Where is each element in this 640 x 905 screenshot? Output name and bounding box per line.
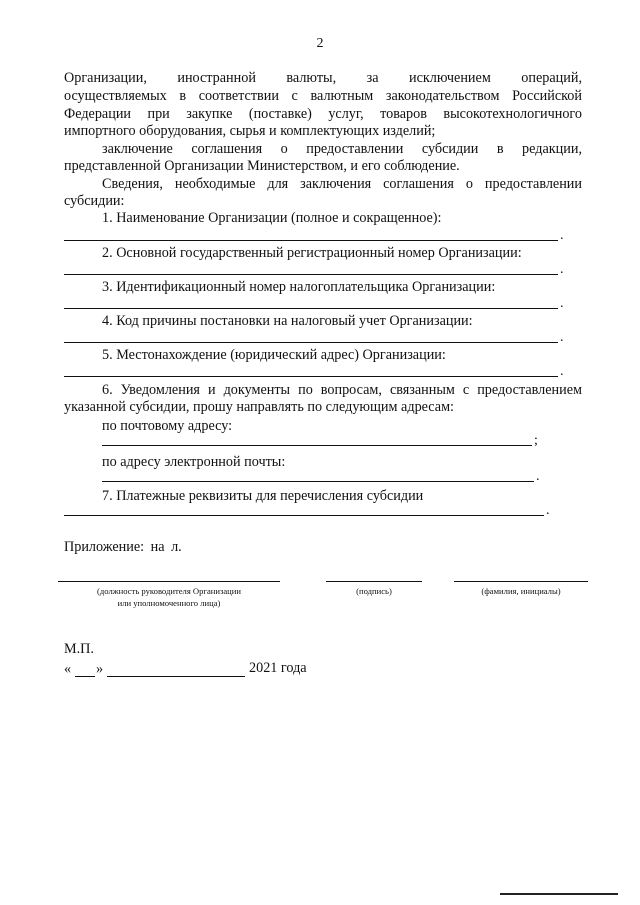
- line-end-dot: .: [546, 503, 550, 518]
- form-item-label: 5. Местонахождение (юридический адрес) Организации:: [102, 347, 446, 363]
- line-end-semicolon: ;: [534, 433, 538, 448]
- seal-mark: М.П.: [64, 641, 94, 657]
- date-day-line: [75, 676, 95, 677]
- postal-address-line: [102, 445, 532, 446]
- fill-in-line: [64, 515, 544, 516]
- form-item-label: 7. Платежные реквизиты для перечисления субсидии: [102, 488, 424, 504]
- paragraph-line: представленной Организации Министерством, и его соблюдение.: [64, 158, 460, 174]
- fill-in-line: [64, 376, 558, 377]
- paragraph-line: заключение соглашения о предоставлении субсидии в редакции,: [102, 141, 582, 157]
- email-address-line: [102, 481, 534, 482]
- form-item-label: 3. Идентификационный номер налогоплательщика Организации:: [102, 279, 496, 295]
- paragraph-line: импортного оборудования, сырья и комплектующих изделий;: [64, 123, 436, 139]
- fill-in-line: [64, 308, 558, 309]
- position-caption: (должность руководителя Организации: [97, 586, 241, 596]
- form-item-label: 2. Основной государственный регистрационный номер Организации:: [102, 245, 522, 261]
- postal-address-label: по почтовому адресу:: [102, 418, 233, 434]
- attachment-note: Приложение: на л.: [64, 539, 182, 555]
- line-end-dot: .: [560, 330, 564, 345]
- form-item-label: 6. Уведомления и документы по вопросам, связанным с предоставлением: [102, 382, 582, 398]
- date-month-line: [107, 676, 245, 677]
- signature-line: [326, 581, 422, 582]
- signature-caption: (подпись): [356, 586, 392, 596]
- paragraph-line: осуществляемых в соответствии с валютным законодательством Российской: [64, 88, 582, 104]
- email-address-label: по адресу электронной почты:: [102, 454, 286, 470]
- fill-in-line: [64, 274, 558, 275]
- form-item-label: 4. Код причины постановки на налоговый учет Организации:: [102, 313, 473, 329]
- line-end-dot: .: [560, 228, 564, 243]
- paragraph-line: Сведения, необходимые для заключения соглашения о предоставлении: [102, 176, 582, 192]
- paragraph-line: субсидии:: [64, 193, 125, 209]
- paragraph-line: Организации, иностранной валюты, за исключением операций,: [64, 70, 582, 86]
- date-open-quote: «: [64, 661, 72, 677]
- line-end-dot: .: [560, 296, 564, 311]
- position-caption: или уполномоченного лица): [117, 598, 221, 608]
- name-caption: (фамилия, инициалы): [481, 586, 561, 596]
- fill-in-line: [64, 342, 558, 343]
- line-end-dot: .: [536, 469, 540, 484]
- date-close-quote: »: [96, 661, 104, 677]
- page-number: 2: [316, 36, 324, 51]
- form-item-label: указанной субсидии, прошу направлять по следующим адресам:: [64, 399, 454, 415]
- name-signature-line: [454, 581, 588, 582]
- form-item-label: 1. Наименование Организации (полное и сокращенное):: [102, 210, 442, 226]
- date-year: 2021 года: [249, 660, 307, 676]
- fill-in-line: [64, 240, 558, 241]
- bottom-edge-rule: [500, 893, 618, 895]
- paragraph-line: Федерации при закупке (поставке) услуг, товаров высокотехнологичного: [64, 106, 582, 122]
- line-end-dot: .: [560, 364, 564, 379]
- line-end-dot: .: [560, 262, 564, 277]
- position-signature-line: [58, 581, 280, 582]
